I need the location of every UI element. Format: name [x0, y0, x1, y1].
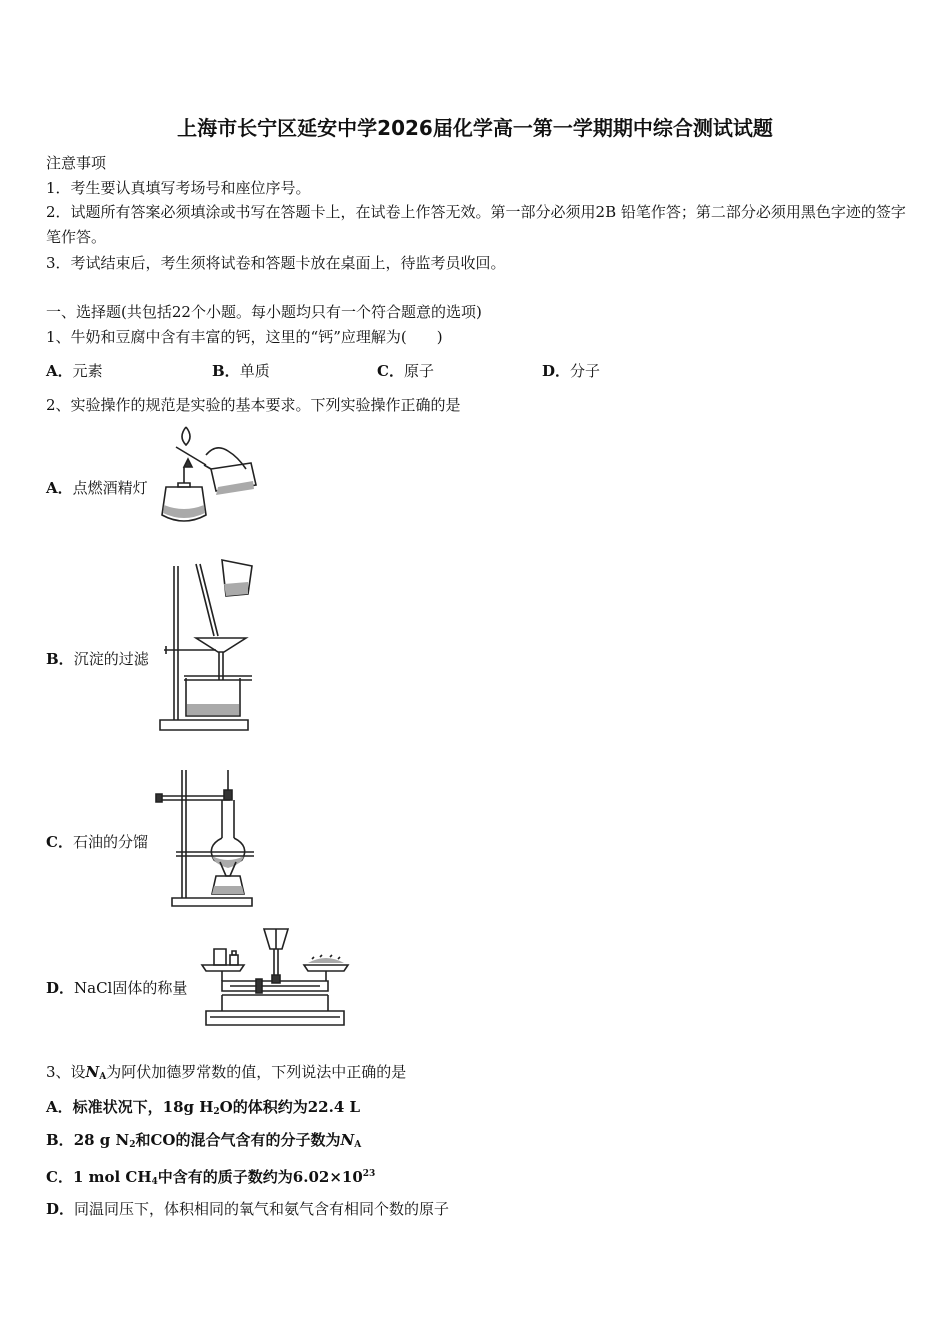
notice-heading: 注意事项: [46, 154, 107, 172]
notice-item-2: 2．试题所有答案必须填涂或书写在答题卡上，在试卷上作答无效。第一部分必须用2B 铅笔作答；第二部分必须用黑色字迹的签字笔作答。: [46, 203, 906, 246]
q3-option-b-n: N: [340, 1131, 355, 1149]
q3-option-a: [46, 1097, 360, 1122]
q3-option-b-letter: B．: [46, 1131, 74, 1149]
q3-option-a-pre: 标准状况下，18g H: [72, 1098, 214, 1116]
q3-stem-post: 为阿伏加德罗常数的值，下列说法中正确的是: [106, 1063, 407, 1081]
q3-option-a-post: O的体积约为22.4 L: [219, 1098, 361, 1116]
q2-option-d: [46, 978, 187, 998]
section-heading: 一、选择题(共包括22个小题。每小题均只有一个符合题意的选项): [46, 303, 482, 321]
notice-item-1: 1．考生要认真填写考场号和座位序号。: [46, 179, 311, 197]
q2-option-c-letter: C．: [46, 833, 73, 851]
q1-option-b-text: 单质: [239, 362, 270, 380]
q1-option-d: [542, 361, 600, 381]
q1-stem: 1、牛奶和豆腐中含有丰富的钙，这里的“钙”应理解为( ): [46, 328, 443, 346]
q2-option-b-text: 沉淀的过滤: [73, 650, 149, 668]
q1-option-d-letter: D．: [542, 362, 571, 380]
q1-option-a-letter: A．: [46, 362, 73, 380]
q3-option-b-mid: 和CO的混合气含有的分子数为: [135, 1131, 341, 1149]
q2-option-d-text: NaCl固体的称量: [74, 979, 188, 997]
q1-option-d-text: 分子: [570, 362, 601, 380]
q2-option-b: [46, 649, 149, 669]
q3-option-b-nsub: A: [354, 1140, 362, 1150]
alcohol-lamp-lighting-figure: [156, 425, 261, 530]
q3-option-c-letter: C．: [46, 1168, 73, 1186]
notice-item-3: 3．考试结束后，考生须将试卷和答题卡放在桌面上，待监考员收回。: [46, 254, 506, 272]
q3-option-c-sup: 23: [362, 1169, 376, 1179]
petroleum-distillation-figure: [156, 766, 256, 911]
filtration-figure: [156, 558, 261, 733]
q3-option-a-sub: 2: [213, 1107, 220, 1117]
q2-option-b-letter: B．: [46, 650, 74, 668]
q3-option-b-sub: 2: [129, 1140, 136, 1150]
q3-option-d-letter: D．: [46, 1200, 75, 1218]
q3-option-c: [46, 1164, 375, 1192]
q1-option-a-text: 元素: [72, 362, 103, 380]
q3-stem-sub: A: [99, 1072, 107, 1082]
q2-option-c: [46, 832, 148, 852]
q1-option-c-letter: C．: [377, 362, 404, 380]
q3-option-d-text: 同温同压下，体积相同的氧气和氨气含有相同个数的原子: [74, 1200, 450, 1218]
q2-option-d-letter: D．: [46, 979, 75, 997]
q2-option-a: [46, 478, 148, 498]
q3-stem-n: N: [85, 1063, 100, 1081]
q2-option-a-text: 点燃酒精灯: [72, 479, 148, 497]
q3-option-b: [46, 1130, 361, 1155]
q3-option-c-mid: 中含有的质子数约为6.02×10: [157, 1168, 363, 1186]
q3-stem: [46, 1062, 406, 1087]
q2-stem: 2、实验操作的规范是实验的基本要求。下列实验操作正确的是: [46, 396, 461, 414]
q1-option-c: [377, 361, 434, 381]
q3-option-a-letter: A．: [46, 1098, 73, 1116]
q2-option-a-letter: A．: [46, 479, 73, 497]
q2-option-c-text: 石油的分馏: [72, 833, 148, 851]
q3-option-b-pre: 28 g N: [73, 1131, 130, 1149]
q1-option-b: [212, 361, 270, 381]
q1-option-c-text: 原子: [403, 362, 434, 380]
q3-option-d: [46, 1199, 449, 1219]
q3-stem-pre: 3、设: [46, 1063, 86, 1081]
page-title: 上海市长宁区延安中学2026届化学高一第一学期期中综合测试试题: [177, 116, 773, 140]
q1-option-b-letter: B．: [212, 362, 240, 380]
q1-option-a: [46, 361, 103, 381]
q3-option-c-pre: 1 mol CH: [72, 1168, 152, 1186]
q3-option-c-sub: 4: [151, 1177, 158, 1187]
nacl-weighing-balance-figure: [200, 925, 350, 1030]
